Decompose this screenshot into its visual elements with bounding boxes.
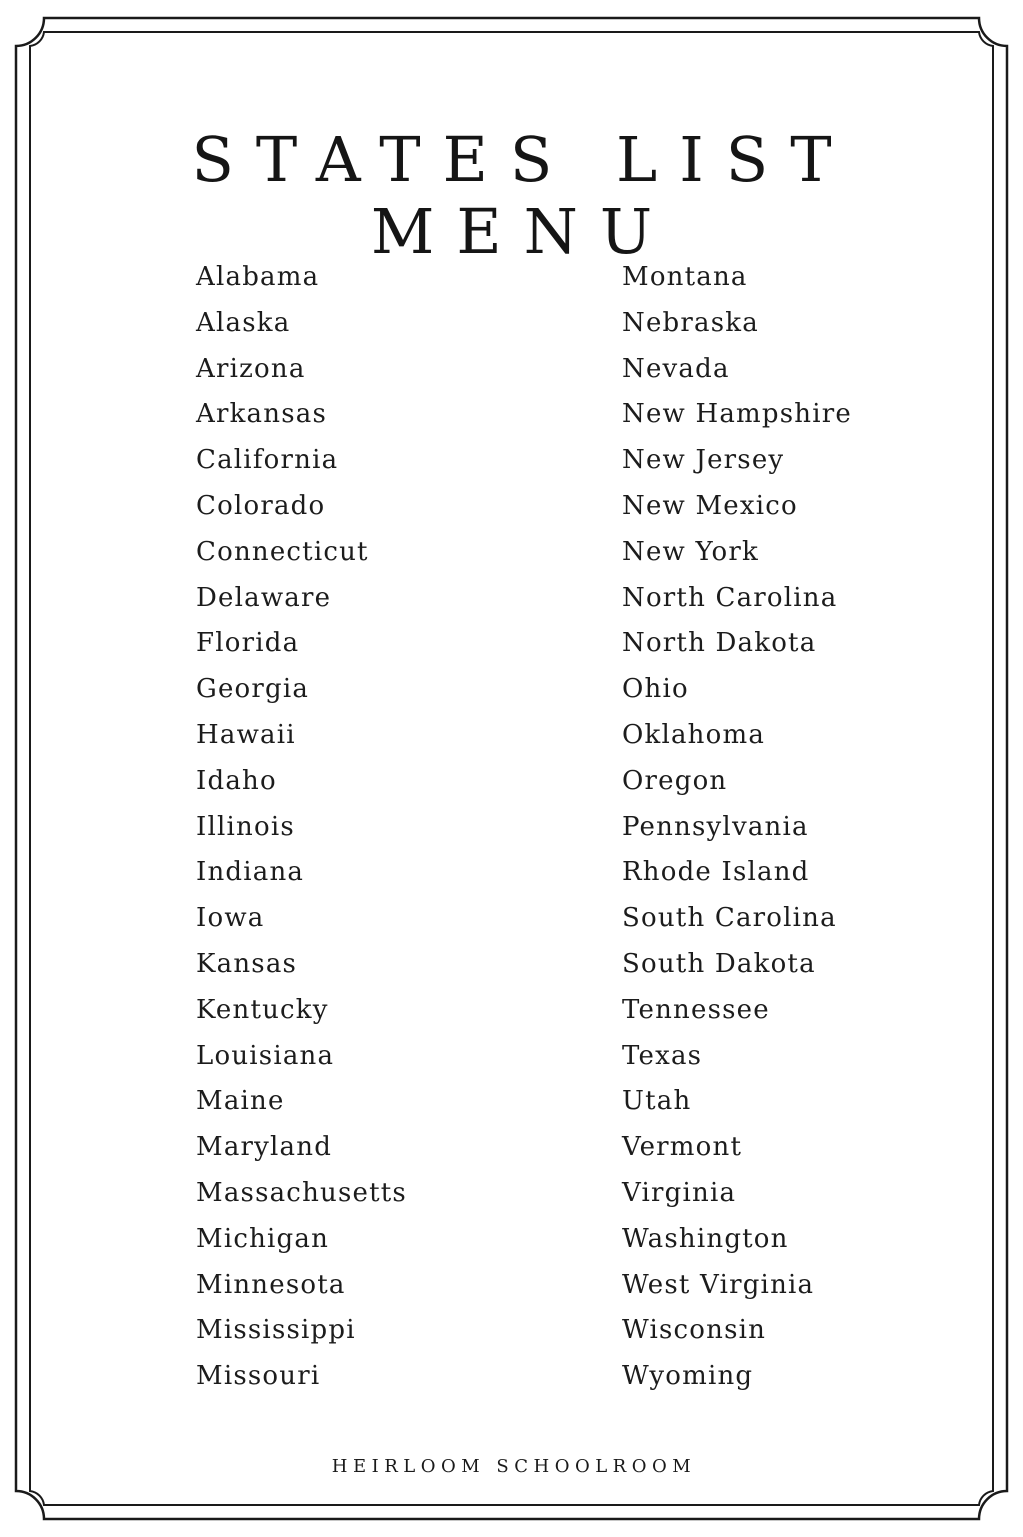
state-item: New Jersey — [622, 445, 785, 476]
state-item: Kentucky — [196, 994, 329, 1025]
state-item: Oregon — [622, 765, 728, 796]
state-item: Vermont — [622, 1132, 743, 1163]
state-item: Ohio — [622, 674, 689, 705]
state-item: Hawaii — [196, 719, 296, 750]
state-item: Iowa — [196, 903, 265, 934]
state-item: Arizona — [196, 353, 306, 384]
state-item: Utah — [622, 1086, 692, 1117]
state-item: New Hampshire — [622, 399, 852, 430]
state-item: Indiana — [196, 857, 305, 888]
state-item: Kansas — [196, 948, 298, 979]
state-item: Minnesota — [196, 1269, 346, 1300]
state-item: Michigan — [196, 1223, 330, 1254]
state-item: California — [196, 445, 339, 476]
state-item: New York — [622, 536, 759, 567]
state-item: West Virginia — [622, 1269, 815, 1300]
footer-brand: HEIRLOOM SCHOOLROOM — [331, 1456, 697, 1477]
state-item: South Dakota — [622, 948, 816, 979]
state-item: Georgia — [196, 674, 310, 705]
state-item: Wyoming — [622, 1361, 754, 1392]
state-item: Connecticut — [196, 536, 369, 567]
state-item: Massachusetts — [196, 1177, 407, 1208]
state-item: Pennsylvania — [622, 811, 809, 842]
state-item: Nevada — [622, 353, 730, 384]
states-list-right — [622, 258, 852, 1403]
state-item: Oklahoma — [622, 719, 766, 750]
state-item: Idaho — [196, 765, 277, 796]
state-item: Maine — [196, 1086, 285, 1117]
state-item: Rhode Island — [622, 857, 810, 888]
state-item: Mississippi — [196, 1315, 356, 1346]
state-item: Texas — [622, 1040, 703, 1071]
state-item: Virginia — [622, 1177, 737, 1208]
state-item: Illinois — [196, 811, 295, 842]
state-item: Nebraska — [622, 307, 759, 338]
state-item: Wisconsin — [622, 1315, 767, 1346]
page-title: STATES LIST MENU — [191, 123, 854, 268]
state-item: Delaware — [196, 582, 332, 613]
state-item: Florida — [196, 628, 300, 659]
state-item: Washington — [622, 1223, 789, 1254]
state-item: South Carolina — [622, 903, 837, 934]
state-item: New Mexico — [622, 490, 798, 521]
state-item: Alaska — [196, 307, 291, 338]
state-item: North Dakota — [622, 628, 817, 659]
state-item: Missouri — [196, 1361, 321, 1392]
state-item: Colorado — [196, 490, 326, 521]
state-item: Maryland — [196, 1132, 333, 1163]
states-list-left — [196, 258, 407, 1403]
state-item: North Carolina — [622, 582, 838, 613]
state-item: Alabama — [196, 262, 320, 292]
state-item: Tennessee — [622, 994, 770, 1025]
state-item: Montana — [622, 262, 748, 292]
state-item: Louisiana — [196, 1040, 335, 1071]
state-item: Arkansas — [196, 399, 327, 430]
